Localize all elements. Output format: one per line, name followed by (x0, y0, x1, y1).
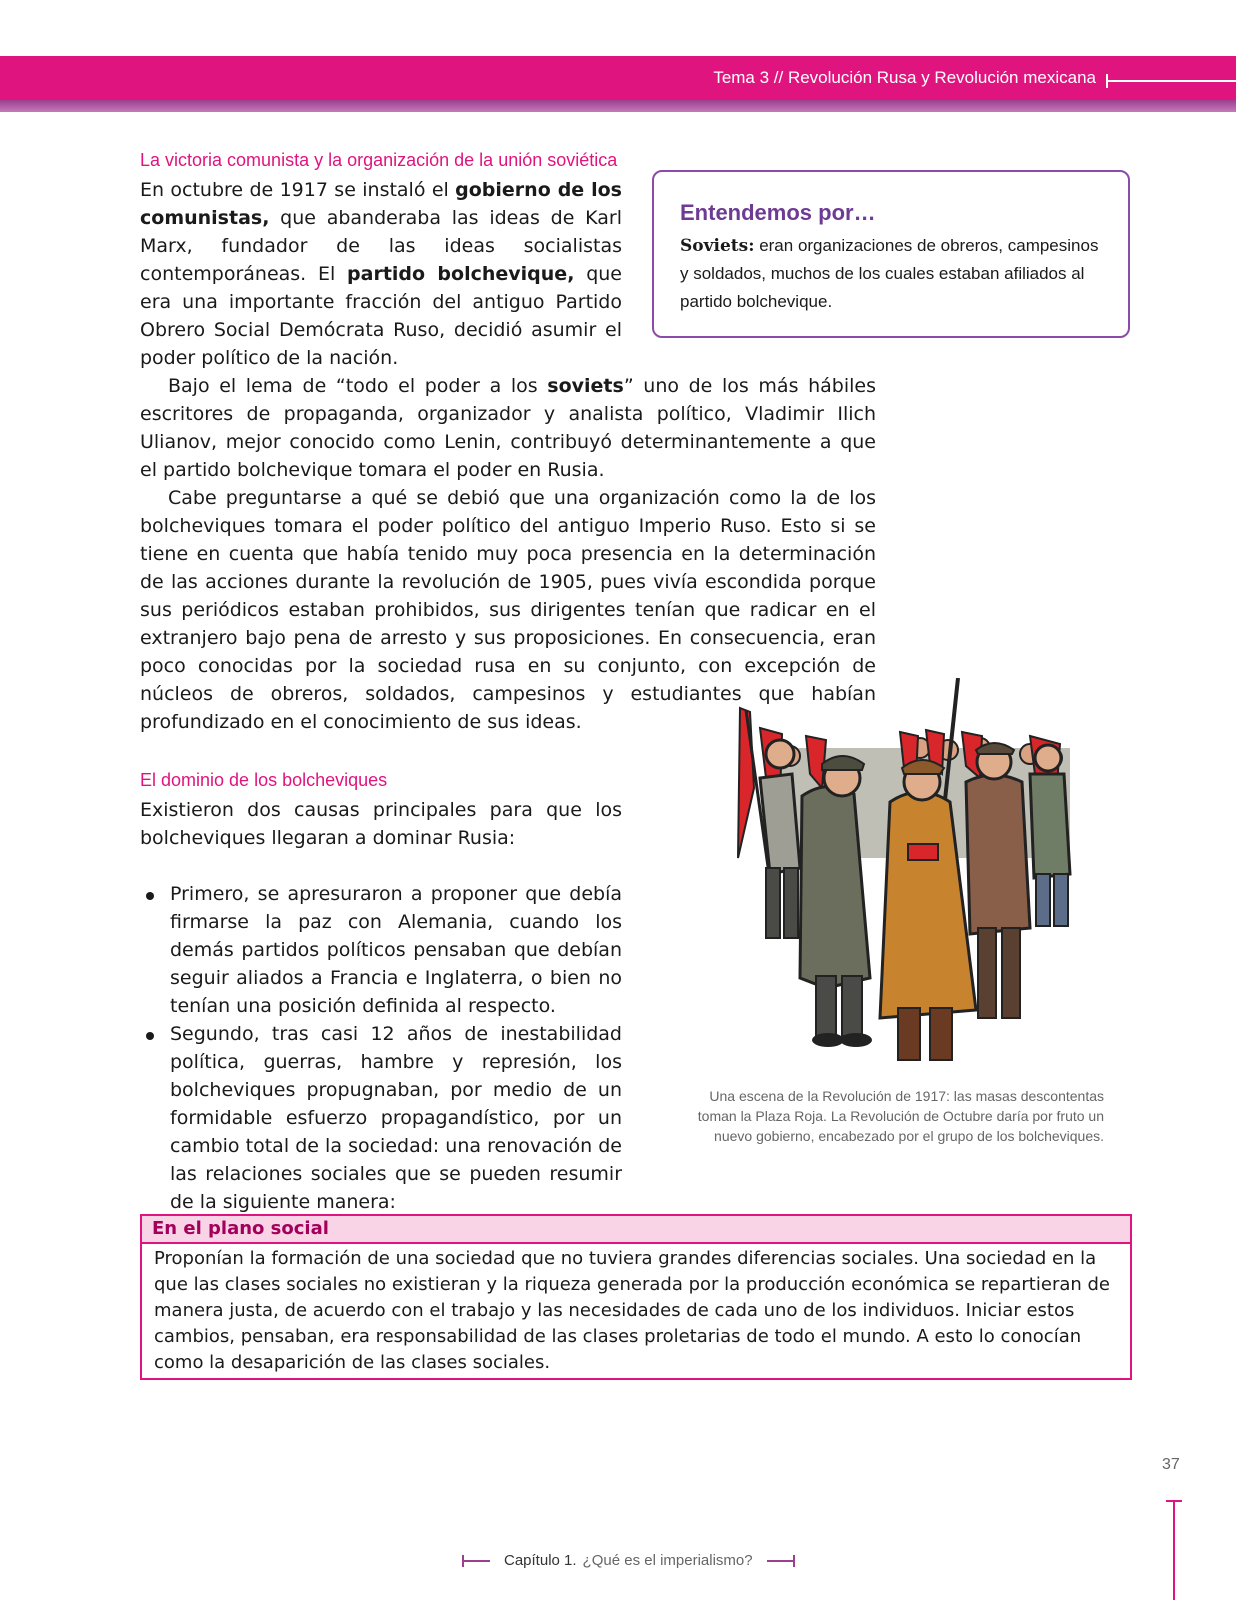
list-item (140, 1020, 622, 1216)
paragraph-1-text-b: que abanderaba las ideas de Karl Marx, fundador de las ideas socialistas contemporáneas. El (140, 207, 622, 285)
footer-vertical-rule (1173, 1500, 1175, 1600)
definition-body: eran organizaciones de obreros, campesinos y soldados, muchos de los cuales estaban afiliados al partido bolchevique. (680, 236, 1099, 311)
paragraph-1-text-a: En octubre de 1917 se instaló el (140, 179, 456, 201)
paragraph-4: Existieron dos causas principales para que los bolcheviques llegaran a dominar Rusia: (140, 799, 622, 849)
running-footer (462, 1552, 795, 1569)
causes-list (140, 880, 622, 1216)
list-item-text: Segundo, tras casi 12 años de inestabilidad política, guerras, hambre y represión, los bolcheviques propugnaban, por medio de un formidable esfuerzo propagandístico, por un cambio total de la sociedad: una renovación de las relaciones sociales que se pueden resumir de la siguiente manera: (170, 1023, 622, 1213)
paragraph-3: Cabe preguntarse a qué se debió que una organización como la de los bolcheviques tomara el poder político del antiguo Imperio Ruso. Esto si se tiene en cuenta que había tenido muy poca presencia en la determinación de las acciones durante la revolución de 1905, pues vivía escondida porque sus periódicos estaban prohibidos, sus dirigentes tenían que radicar en el extranjero bajo pena de arresto y sus proposiciones. En consecuencia, eran poco conocidas por la sociedad rusa en su conjunto, con excepción de núcleos de obreros, soldados, campesinos y estudiantes que habían profundizado en el conocimiento de sus ideas. (140, 487, 876, 733)
header-underline (0, 100, 1236, 112)
social-plane-box (140, 1214, 1132, 1380)
paragraph-1-bold-a: gobierno de los comunistas, (140, 179, 622, 229)
paragraph-2-text-b: ” uno de los más hábiles escritores de propaganda, organizador y analista político, Vladimir Ilich Ulianov, mejor conocido como Lenin, contribuyó determinantemente a que el partido bolchevique tomara el poder en Rusia. (140, 375, 876, 481)
page-number: 37 (1162, 1456, 1180, 1473)
paragraph-2-bold: soviets (547, 375, 624, 397)
list-item-text: Primero, se apresuraron a proponer que debía firmarse la paz con Alemania, cuando los demás partidos políticos pensaban que debían seguir aliados a Francia e Inglaterra, o bien no tenían una posición definida al respecto. (170, 883, 622, 1017)
social-plane-text: Proponían la formación de una sociedad que no tuviera grandes diferencias sociales. Una sociedad en la que las clases sociales no existieran y la riqueza generada por la producción económica se repartieran de manera justa, de acuerdo con el trabajo y las necesidades de cada uno de los individuos. Iniciar estos cambios, pensaban, era responsabilidad de las clases proletarias de todo el mundo. A esto lo conocían como la desaparición de las clases sociales. (154, 1248, 1111, 1373)
section-heading-dominio: El dominio de los bolcheviques (140, 770, 388, 790)
definition-box (652, 170, 1130, 338)
footer-rule-left (462, 1560, 490, 1562)
footer-chapter-title: ¿Qué es el imperialismo? (582, 1552, 753, 1569)
definition-term: Soviets: (680, 236, 755, 256)
footer-chapter-label: Capítulo 1. (504, 1552, 577, 1569)
running-header-title: Tema 3 // Revolución Rusa y Revolución mexicana (713, 68, 1096, 87)
definition-title: Entendemos por… (680, 200, 876, 225)
paragraph-1-bold-b: partido bolchevique, (347, 263, 575, 285)
paragraph-2 (140, 372, 876, 484)
definition-text (680, 232, 1104, 316)
revolution-illustration (730, 678, 1092, 1082)
paragraph-2-text-a: Bajo el lema de “todo el poder a los (168, 375, 548, 397)
header-rule (1106, 80, 1236, 82)
paragraph-1-text-c: que era una importante fracción del antiguo Partido Obrero Social Demócrata Ruso, decidió asumir el poder político de la nación. (140, 263, 622, 369)
bullet-dot (146, 892, 154, 900)
bullet-dot (146, 1032, 154, 1040)
list-item (140, 880, 622, 1020)
paragraph-1 (140, 176, 622, 372)
section-heading-victoria: La victoria comunista y la organización de la unión soviética (140, 150, 618, 170)
figure-caption: Una escena de la Revolución de 1917: las masas descontentas toman la Plaza Roja. La Revolución de Octubre daría por fruto un nuevo gobierno, encabezado por el grupo de los bolcheviques. (697, 1088, 1104, 1144)
figure-brown-coat (966, 743, 1030, 1018)
social-plane-heading: En el plano social (142, 1216, 1130, 1244)
footer-rule-right (767, 1560, 795, 1562)
